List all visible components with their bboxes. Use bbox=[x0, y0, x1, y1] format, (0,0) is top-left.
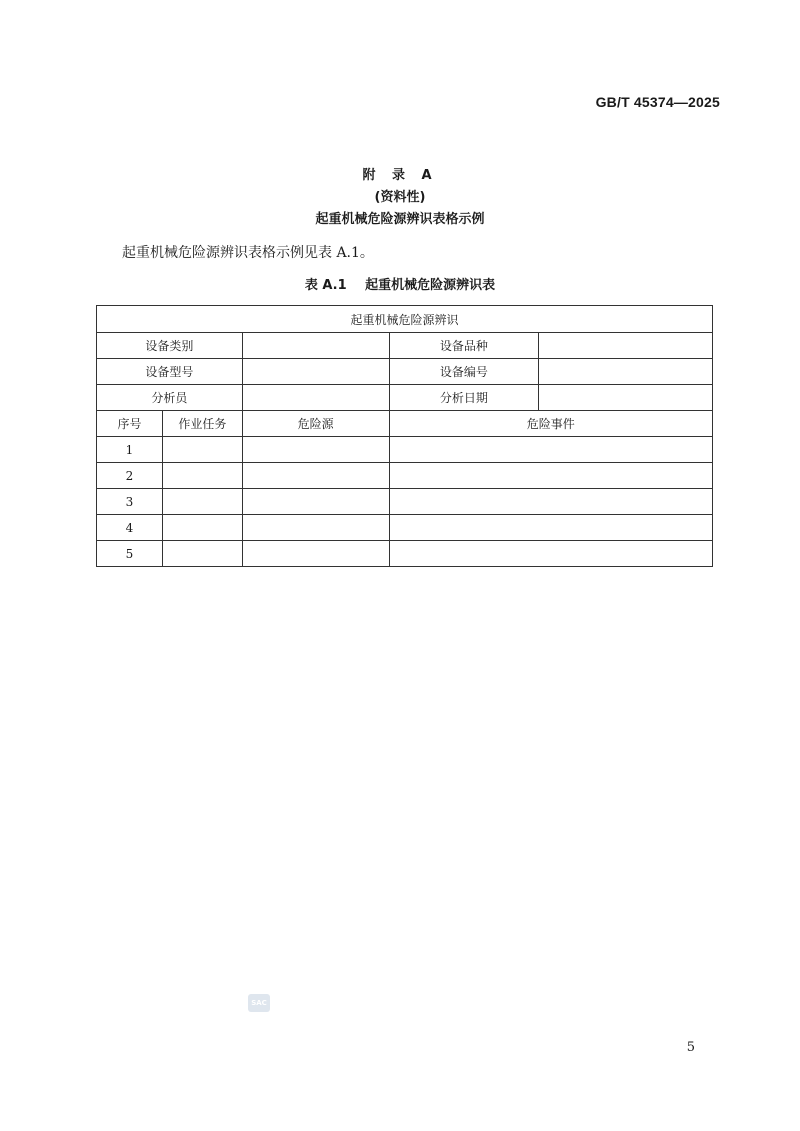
table-title: 起重机械危险源辨识 bbox=[97, 306, 713, 333]
row-task bbox=[162, 489, 242, 515]
equipment-model-label: 设备型号 bbox=[97, 359, 243, 385]
table-row bbox=[97, 541, 713, 567]
appendix-type: (资料性) bbox=[374, 190, 426, 205]
row-task bbox=[162, 437, 242, 463]
standard-number: GB/T 45374—2025 bbox=[595, 94, 720, 110]
table-caption-title: 起重机械危险源辨识表 bbox=[365, 278, 496, 293]
row-task bbox=[162, 515, 242, 541]
hazard-identification-table bbox=[96, 305, 713, 567]
row-hazard bbox=[242, 437, 389, 463]
equipment-number-label: 设备编号 bbox=[389, 359, 539, 385]
row-hazard bbox=[242, 489, 389, 515]
analysis-date-value bbox=[539, 385, 713, 411]
row-event bbox=[389, 489, 712, 515]
appendix-title: 附 录 A bbox=[362, 168, 438, 183]
row-task bbox=[162, 541, 242, 567]
row-serial: 2 bbox=[97, 463, 163, 489]
row-event bbox=[389, 515, 712, 541]
column-header-row bbox=[97, 411, 713, 437]
analyst-value bbox=[242, 385, 389, 411]
table-row bbox=[97, 489, 713, 515]
equipment-category-label: 设备类别 bbox=[97, 333, 243, 359]
sac-watermark-logo: SAC bbox=[248, 994, 270, 1012]
column-header-event: 危险事件 bbox=[389, 411, 712, 437]
table-row bbox=[97, 463, 713, 489]
row-hazard bbox=[242, 541, 389, 567]
column-header-serial: 序号 bbox=[97, 411, 163, 437]
row-task bbox=[162, 463, 242, 489]
equipment-category-value bbox=[242, 333, 389, 359]
equipment-model-value bbox=[242, 359, 389, 385]
row-event bbox=[389, 437, 712, 463]
info-row bbox=[97, 333, 713, 359]
row-event bbox=[389, 541, 712, 567]
table-caption-number: 表 A.1 bbox=[304, 278, 347, 293]
row-serial: 5 bbox=[97, 541, 163, 567]
table-row bbox=[97, 515, 713, 541]
row-hazard bbox=[242, 515, 389, 541]
row-event bbox=[389, 463, 712, 489]
table-row bbox=[97, 437, 713, 463]
row-serial: 1 bbox=[97, 437, 163, 463]
analysis-date-label: 分析日期 bbox=[389, 385, 539, 411]
row-serial: 3 bbox=[97, 489, 163, 515]
equipment-variety-value bbox=[539, 333, 713, 359]
info-row bbox=[97, 385, 713, 411]
page-number: 5 bbox=[686, 1040, 695, 1055]
row-serial: 4 bbox=[97, 515, 163, 541]
analyst-label: 分析员 bbox=[97, 385, 243, 411]
body-paragraph: 起重机械危险源辨识表格示例见表 A.1。 bbox=[122, 245, 374, 261]
column-header-hazard: 危险源 bbox=[242, 411, 389, 437]
row-hazard bbox=[242, 463, 389, 489]
table-caption bbox=[0, 274, 800, 293]
equipment-number-value bbox=[539, 359, 713, 385]
equipment-variety-label: 设备品种 bbox=[389, 333, 539, 359]
info-row bbox=[97, 359, 713, 385]
appendix-name: 起重机械危险源辨识表格示例 bbox=[315, 212, 485, 227]
column-header-task: 作业任务 bbox=[162, 411, 242, 437]
